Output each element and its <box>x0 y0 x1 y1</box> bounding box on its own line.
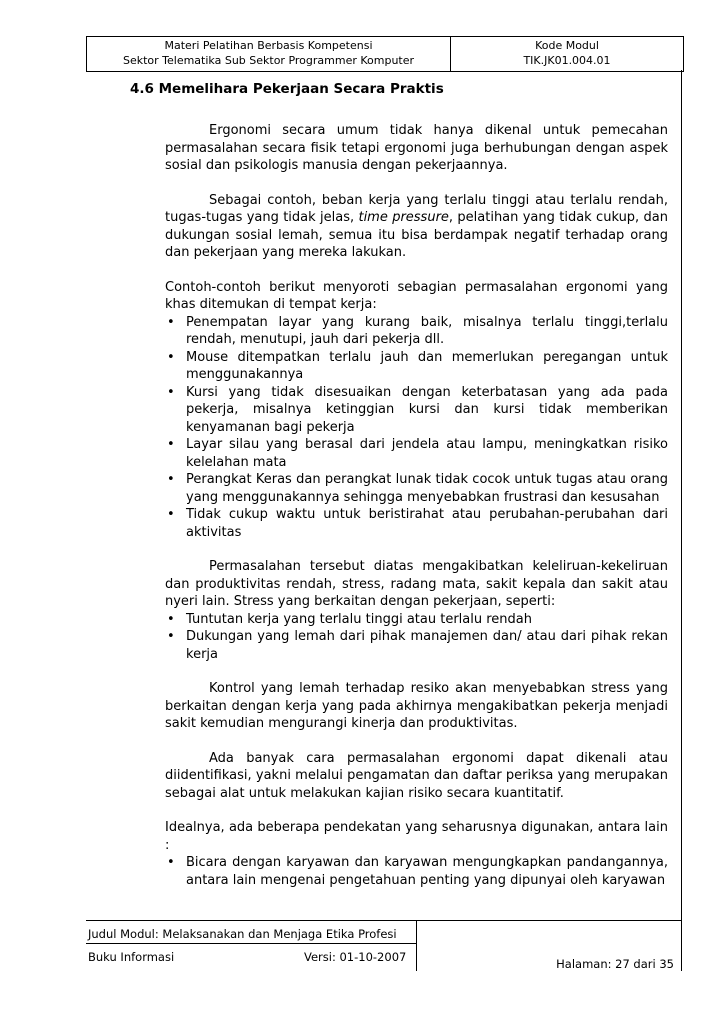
footer-book-type: Buku Informasi <box>88 950 175 964</box>
footer-module-title: Judul Modul: Melaksanakan dan Menjaga Etika Profesi <box>88 927 397 941</box>
list-item <box>165 628 668 663</box>
header-right-cell <box>451 37 683 71</box>
footer-divider <box>86 943 416 944</box>
bullet-icon: • <box>167 472 175 487</box>
list-item <box>165 349 668 384</box>
list-item-text: Mouse ditempatkan terlalu jauh dan memerlukan peregangan untuk menggunakannya <box>186 349 668 382</box>
header-training-title: Materi Pelatihan Berbasis Kompetensi <box>164 39 373 52</box>
approach-list <box>165 854 668 889</box>
section-title: 4.6 Memelihara Pekerjaan Secara Praktis <box>130 81 444 97</box>
paragraph-pendekatan: Idealnya, ada beberapa pendekatan yang seharusnya digunakan, antara lain : <box>165 820 668 853</box>
list-item <box>165 854 668 889</box>
paragraph-identifikasi: Ada banyak cara permasalahan ergonomi dapat dikenali atau diidentifikasi, yakni melalui pengamatan dan daftar periksa yang merupakan sebagai alat untuk melakukan kajian risiko secara kuantitatif. <box>165 750 668 801</box>
problem-list <box>165 314 668 542</box>
stress-list <box>165 611 668 664</box>
header-module-code: TIK.JK01.004.01 <box>523 54 611 67</box>
footer-right-rule <box>681 921 682 971</box>
paragraph-ergonomi: Ergonomi secara umum tidak hanya dikenal untuk pemecahan permasalahan secara fisik tetapi ergonomi juga berhubungan dengan aspek sosial dan psikologis manusia dengan pekerjaannya. <box>165 123 668 173</box>
bullet-icon: • <box>167 314 175 330</box>
emphasis-time-pressure: time pressure <box>358 210 449 225</box>
list-item-text: Penempatan layar yang kurang baik, misalnya terlalu tinggi,terlalu rendah, menutupi, jauh dari pekerja dll. <box>186 314 668 347</box>
bullet-icon: • <box>167 384 175 400</box>
paragraph-contoh-beban <box>165 192 668 262</box>
list-item-text: Dukungan yang lemah dari pihak manajemen dan/ atau dari pihak rekan kerja <box>186 629 668 662</box>
paragraph-text: , pelatihan yang tidak cukup, dan dukungan sosial lemah, semua itu bisa berdampak negatif terhadap orang dan pekerjaan yang mereka lakukan. <box>165 210 669 260</box>
document-footer <box>86 920 682 971</box>
bullet-icon: • <box>167 437 175 452</box>
header-left-cell <box>87 37 451 71</box>
list-item <box>165 506 668 541</box>
footer-version: Versi: 01-10-2007 <box>304 950 407 964</box>
header-module-code-label: Kode Modul <box>535 39 599 52</box>
document-body <box>165 122 668 889</box>
paragraph-contoh-permasalahan: Contoh-contoh berikut menyoroti sebagian permasalahan ergonomi yang khas ditemukan di tempat kerja: <box>165 279 668 312</box>
list-item-text: Tidak cukup waktu untuk beristirahat atau perubahan-perubahan dari aktivitas <box>186 507 668 540</box>
bullet-icon: • <box>167 629 175 644</box>
bullet-icon: • <box>167 349 175 365</box>
list-item <box>165 611 668 629</box>
bullet-icon: • <box>167 507 175 522</box>
list-item-text: Bicara dengan karyawan dan karyawan mengungkapkan pandangannya, antara lain mengenai pengetahuan penting yang dipunyai oleh karyawan <box>186 855 668 888</box>
footer-page-number: Halaman: 27 dari 35 <box>556 957 674 971</box>
list-item <box>165 471 668 506</box>
list-item <box>165 384 668 437</box>
bullet-icon: • <box>167 611 175 627</box>
paragraph-akibat: Permasalahan tersebut diatas mengakibatkan keleliruan-kekeliruan dan produktivitas rendah, stress, radang mata, sakit kepala dan sakit atau nyeri lain. Stress yang berkaitan dengan pekerjaan, seperti: <box>165 559 668 609</box>
paragraph-text: Sebagai contoh, beban kerja yang terlalu tinggi atau terlalu rendah, tugas-tugas yang tidak jelas, <box>165 192 668 225</box>
list-item-text: Tuntutan kerja yang terlalu tinggi atau terlalu rendah <box>186 611 532 627</box>
bullet-icon: • <box>167 855 175 870</box>
list-item-text: Perangkat Keras dan perangkat lunak tidak cocok untuk tugas atau orang yang menggunakannya sehingga menyebabkan frustrasi dan kesusahan <box>186 472 668 505</box>
page-right-rule <box>681 70 682 920</box>
list-item-text: Layar silau yang berasal dari jendela atau lampu, meningkatkan risiko kelelahan mata <box>186 437 668 470</box>
list-item <box>165 436 668 471</box>
list-item <box>165 314 668 349</box>
paragraph-kontrol: Kontrol yang lemah terhadap resiko akan menyebabkan stress yang berkaitan dengan kerja yang pada akhirnya mengakibatkan pekerja menjadi sakit kemudian mengurangi kinerja dan produktivitas. <box>165 681 668 731</box>
list-item-text: Kursi yang tidak disesuaikan dengan keterbatasan yang ada pada pekerja, misalnya ketinggian kursi dan kursi tidak memberikan kenyamanan bagi pekerja <box>186 384 668 435</box>
document-header <box>86 36 684 72</box>
footer-left-cell <box>86 921 417 971</box>
header-sector: Sektor Telematika Sub Sektor Programmer Komputer <box>122 54 415 67</box>
